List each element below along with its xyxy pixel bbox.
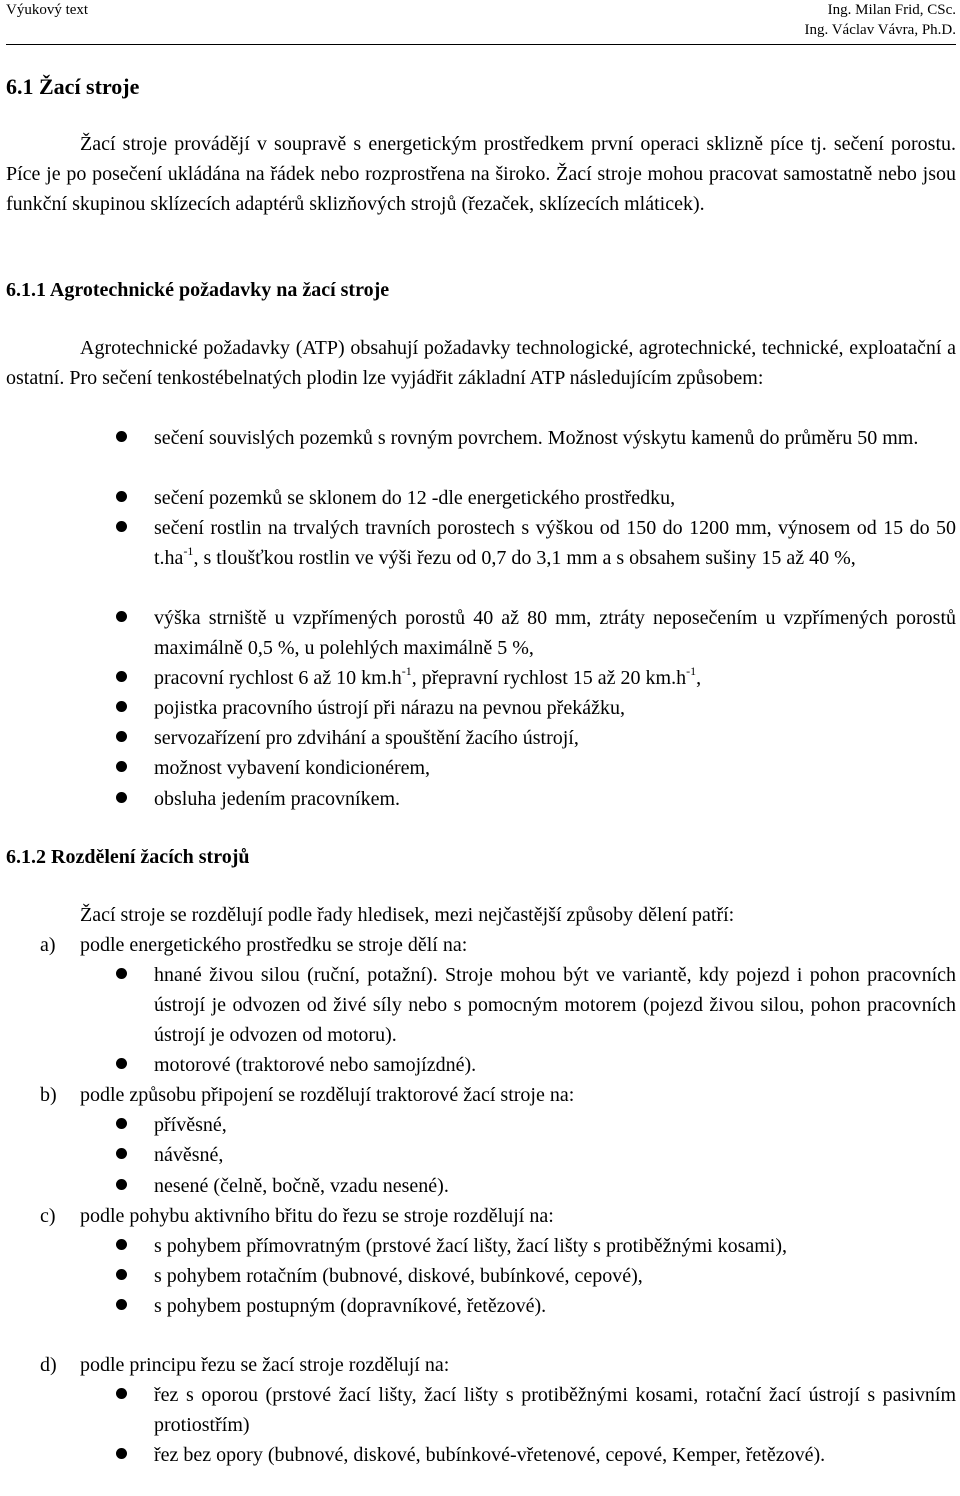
list-item: sečení souvislých pozemků s rovným povrchem. Možnost výskytu kamenů do průměru 50 mm. — [6, 423, 956, 453]
bullet-icon — [116, 1299, 127, 1310]
list-item: řez s oporou (prstové žací lišty, žací lišty s protiběžnými kosami, rotační žací ústrojí s pasivním protiostřím) — [6, 1380, 956, 1440]
subsection-title-1: 6.1.1 Agrotechnické požadavky na žací stroje — [6, 279, 390, 301]
header-left: Výukový text — [6, 2, 89, 18]
bullet-icon — [116, 1118, 127, 1129]
bullet-icon — [116, 1058, 127, 1069]
bullet-icon — [116, 792, 127, 803]
list-item: hnané živou silou (ruční, potažní). Stroje mohou být ve variantě, kdy pojezd i pohon pracovních ústrojí je odvozen od živé síly nebo s pomocným motorem (pojezd živou silou, pohon pracovních ústrojí je odvozen od motoru). — [6, 960, 956, 1050]
list-item: motorové (traktorové nebo samojízdné). — [6, 1050, 956, 1080]
section-title: 6.1 Žací stroje — [6, 74, 140, 99]
header-author-2: Ing. Václav Vávra, Ph.D. — [804, 22, 956, 38]
bullet-icon — [116, 491, 127, 502]
list-item: s pohybem postupným (dopravníkové, řetězové). — [6, 1291, 956, 1321]
list-item: pracovní rychlost 6 až 10 $km.h^{-1}$, přepravní rychlost 15 až 20 $km.h^{-1}$, — [6, 663, 956, 693]
list-item: obsluha jedením pracovníkem. — [6, 784, 956, 814]
bullet-icon — [116, 731, 127, 742]
bullet-icon — [116, 1269, 127, 1280]
bullet-icon — [116, 431, 127, 442]
header-author-1: Ing. Milan Frid, CSc. — [827, 2, 956, 18]
bullet-icon — [116, 761, 127, 772]
subsection-title-2: 6.1.2 Rozdělení žacích strojů — [6, 846, 250, 868]
bullet-icon — [116, 1239, 127, 1250]
list-item-c: c) podle pohybu aktivního břitu do řezu se stroje rozdělují na: — [40, 1205, 554, 1227]
page-header — [6, 0, 956, 46]
list-item-a: a) podle energetického prostředku se stroje dělí na: — [40, 934, 468, 956]
list-item: návěsné, — [6, 1140, 956, 1170]
bullet-icon — [116, 1148, 127, 1159]
header-rule — [6, 44, 956, 45]
bullet-icon — [116, 611, 127, 622]
list-item-d: d) podle principu řezu se žací stroje rozdělují na: — [40, 1354, 450, 1376]
bullet-icon — [116, 1388, 127, 1399]
atp-paragraph: Agrotechnické požadavky (ATP) obsahují požadavky technologické, agrotechnické, technické, exploatační a ostatní. Pro sečení tenkostébelnatých plodin lze vyjádřit základní ATP následujícím způsobem: — [6, 337, 956, 389]
list-item: řez bez opory (bubnové, diskové, bubínkové-vřetenové, cepové, Kemper, řetězové). — [6, 1440, 956, 1470]
bullet-icon — [116, 1179, 127, 1190]
list-item: výška strniště u vzpřímených porostů 40 až 80 mm, ztráty neposečením u vzpřímených porostů maximálně 0,5 %, u polehlých maximálně 5 %, — [6, 603, 956, 663]
bullet-icon — [116, 701, 127, 712]
classification-paragraph: Žací stroje se rozdělují podle řady hledisek, mezi nejčastější způsoby dělení patří: — [80, 904, 735, 926]
list-item: sečení pozemků se sklonem do 12 -dle energetického prostředku, — [6, 483, 956, 513]
list-item: přívěsné, — [6, 1110, 956, 1140]
bullet-icon — [116, 968, 127, 979]
bullet-icon — [116, 521, 127, 532]
list-item: s pohybem přímovratným (prstové žací lišty, žací lišty s protiběžnými kosami), — [6, 1231, 956, 1261]
list-item: s pohybem rotačním (bubnové, diskové, bubínkové, cepové), — [6, 1261, 956, 1291]
intro-paragraph: Žací stroje provádějí v soupravě s energetickým prostředkem první operaci sklizně píce tj. sečení porostu. Píce je po posečení ukládána na řádek nebo rozprostřena na široko. Žací stroje mohou pracovat samostatně nebo jsou funkční skupinou sklízecích adaptérů sklizňových strojů (řezaček, sklízecích mláticek). — [6, 133, 956, 215]
list-item: možnost vybavení kondicionérem, — [6, 753, 956, 783]
list-item: pojistka pracovního ústrojí při nárazu na pevnou překážku, — [6, 693, 956, 723]
bullet-icon — [116, 671, 127, 682]
bullet-icon — [116, 1448, 127, 1459]
list-item: sečení rostlin na trvalých travních porostech s výškou od 150 do 1200 mm, výnosem od 15 do 50 $t.ha^{-1}$, s tloušťkou rostlin ve výši řezu od 0,7 do 3,1 mm a s obsahem sušiny 15 až 40 %, — [6, 513, 956, 573]
list-item: servozařízení pro zdvihání a spouštění žacího ústrojí, — [6, 723, 956, 753]
list-item-b: b) podle způsobu připojení se rozdělují traktorové žací stroje na: — [40, 1084, 575, 1106]
list-item: nesené (čelně, bočně, vzadu nesené). — [6, 1171, 956, 1201]
